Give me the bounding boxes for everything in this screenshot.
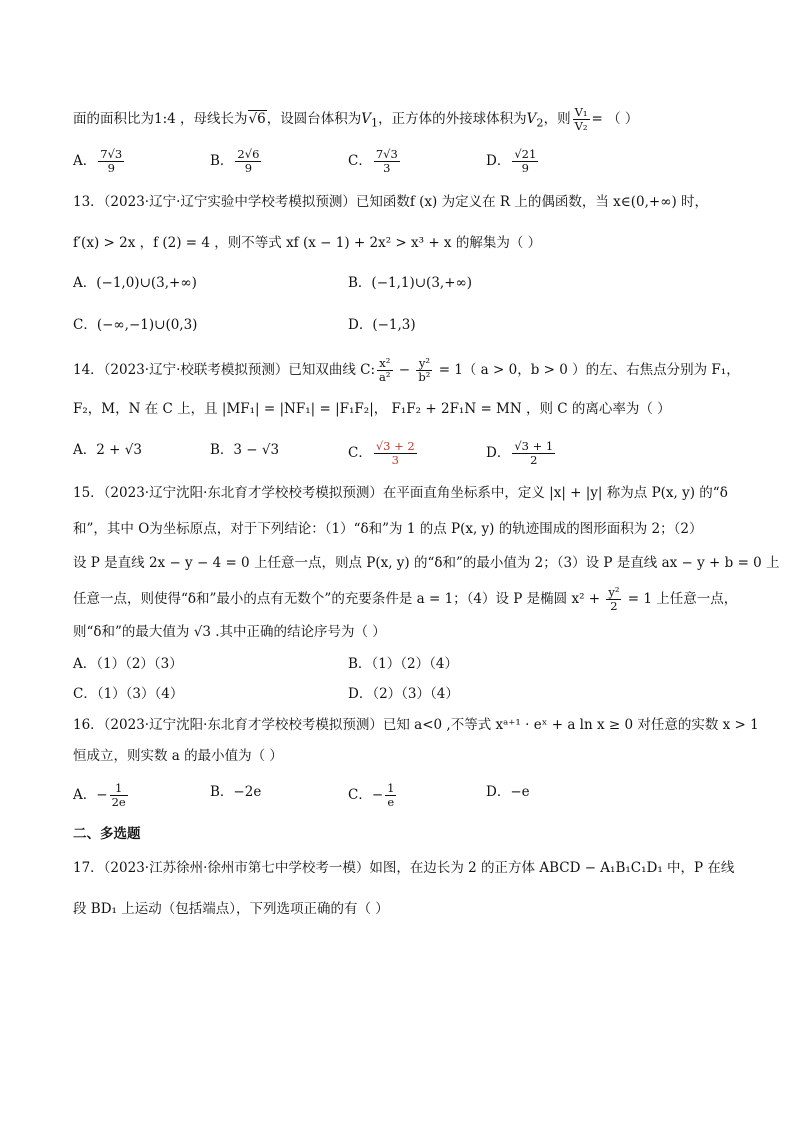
q15-option-d [348,684,459,704]
option-fraction [512,148,538,175]
q14-text: = 1（ a > 0，b > 0 ）的左、右焦点分别为 F₁， [434,362,740,378]
q13-option-c [73,315,197,335]
q13-option-a [73,273,197,293]
q12-v2: V [526,111,537,127]
fraction-numerator: 7√3 [375,147,398,161]
q12-option-c [348,148,402,175]
option-label: C． [348,787,372,803]
option-label: C． [348,153,372,169]
option-sign: − [96,787,108,803]
option-value: （1）（3）（4） [96,686,184,702]
q12-sqrt6: √6 [248,111,266,127]
option-label: B． [210,153,234,169]
option-fraction [512,440,555,467]
option-label: D． [348,686,373,702]
fraction-denominator: V₂ [574,119,588,133]
option-fraction [374,148,400,175]
q13-option-d [348,315,416,335]
q14-option-a [73,440,142,460]
option-label: A． [73,153,97,169]
option-fraction [98,148,124,175]
option-label: D． [348,317,373,333]
q13-option-b [348,273,472,293]
q16-option-b [210,782,261,802]
option-fraction [110,782,128,809]
fraction-denominator: 9 [107,161,115,175]
q15-stem-line5: 则“δ和”的最大值为 √3 .其中正确的结论序号为（ ） [73,624,386,640]
q14-text: − [394,362,415,378]
q15-stem-line3: 设 P 是直线 2x − y − 4 = 0 上任意一点，则点 P(x, y) 的“δ和”的最小值为 2；（3）设 P 是直线 ax − y + b = 0 上 [73,555,780,571]
q12-option-b [210,148,263,175]
option-fraction [235,148,261,175]
q12-text: ，则 [543,111,571,127]
q12-stem-tail [73,106,638,134]
q16-option-c [348,782,398,809]
q12-v1: V [361,111,371,127]
option-value: (−1,1)∪(3,+∞) [371,275,473,291]
q12-text: = （ ） [591,111,639,127]
q16-stem-line2: 恒成立，则实数 a 的最小值为（ ） [73,748,283,764]
option-label: B． [210,442,234,458]
fraction-denominator: 9 [244,161,253,175]
fraction-numerator: 1 [110,782,128,796]
q12-text: ，设圆台体积为 [266,111,362,127]
option-value: −e [510,784,530,800]
option-value: (−∞,−1)∪(0,3) [96,317,198,333]
q16-option-a [73,782,130,809]
q17-stem-line1: 17．（2023·江苏徐州·徐州市第七中学校考一模）如图，在边长为 2 的正方体 ABCD − A₁B₁C₁D₁ 中，P 在线 [73,860,735,876]
fraction-numerator: y² [608,585,620,599]
fraction-numerator: x² [377,357,392,371]
option-label: C． [348,445,372,461]
option-value: (−1,0)∪(3,+∞) [96,275,197,291]
q15-option-a [73,654,183,674]
q14-option-b [210,440,279,460]
q12-text: ，正方体的外接球体积为 [378,111,527,127]
fraction-numerator: √21 [514,147,537,161]
fraction-numerator: 1 [387,781,395,795]
q15-stem-line4 [73,586,737,613]
fraction-denominator: 3 [383,161,391,175]
q12-option-d [486,148,540,175]
q14-stem-line1 [73,357,740,384]
option-value: （2）（3）（4） [372,686,459,702]
option-value: −2e [233,784,262,800]
fraction-numerator: √3 + 1 [514,439,554,453]
option-label: B． [210,784,234,800]
option-fraction [374,440,417,467]
q12-ratio-fraction [573,106,590,133]
fraction-denominator: 9 [521,161,529,175]
q16-stem-line1: 16．（2023·辽宁沈阳·东北育才学校校考模拟预测）已知 a<0 ,不等式 xᵃ⁺¹ · eˣ + a ln x ≥ 0 对任意的实数 x > 1 [73,717,759,733]
q16-option-d [486,782,530,802]
q12-option-a [73,148,126,175]
option-value: 3 − √3 [233,442,280,458]
fraction-denominator: 2 [530,453,538,467]
option-label: B． [348,275,372,291]
fraction-numerator: V₁ [574,105,588,119]
fraction-denominator: e [387,795,395,809]
fraction-denominator: 2 [610,599,618,613]
option-label: D． [486,153,511,169]
option-label: B． [348,656,372,672]
q12-text: 面的面积比为1:4 ，母线长为 [73,111,248,127]
q14-fraction-x [377,357,392,384]
option-label: A． [73,442,97,458]
q13-stem-line1: 13．（2023·辽宁·辽宁实验中学校考模拟预测）已知函数f (x) 为定义在 R 上的偶函数，当 x∈(0,+∞) 时， [73,194,708,210]
fraction-numerator: 7√3 [100,147,123,161]
q17-stem-line2: 段 BD₁ 上运动（包括端点），下列选项正确的有（ ） [73,901,389,917]
q15-option-b [348,654,458,674]
option-label: D． [486,784,511,800]
fraction-numerator: 2√6 [237,147,260,161]
option-value: （1）（2）（4） [371,656,458,672]
option-label: A． [73,787,97,803]
fraction-numerator: y² [416,357,432,371]
fraction-denominator: 2e [111,795,126,809]
q15-fraction [606,586,621,613]
option-value: (−1,3) [372,317,416,333]
option-value: （1）（2）（3） [96,656,183,672]
option-value: 2 + √3 [96,442,142,458]
option-label: A． [73,275,97,291]
fraction-denominator: b² [418,370,431,384]
option-label: D． [486,445,511,461]
fraction-denominator: 3 [391,453,399,467]
q15-stem-line1: 15．（2023·辽宁沈阳·东北育才学校校考模拟预测）在平面直角坐标系中，定义 |x| + |y| 称为点 P(x, y) 的“δ [73,485,728,501]
q15-stem-line2: 和”，其中 O为坐标原点，对于下列结论：（1）“δ和”为 1 的点 P(x, y) 的轨迹围成的图形面积为 2；（2） [73,521,703,537]
q12-v2-sub: 2 [536,116,544,130]
option-sign: − [371,787,384,803]
section-title-multi-choice: 二、多选题 [73,826,141,842]
q14-stem-line2: F₂，M，N 在 C 上，且 |MF₁| = |NF₁| = |F₁F₂|， F₁F₂ + 2F₁N = MN ，则 C 的离心率为（ ） [73,401,671,417]
q14-text: 14．（2023·辽宁·校联考模拟预测）已知双曲线 C: [73,362,376,378]
option-fraction [385,782,396,809]
option-label: A． [73,656,97,672]
q14-option-d [486,440,557,467]
q14-option-c [348,440,419,467]
q12-v1-sub: 1 [370,116,379,130]
q15-text: 任意一点，则使得“δ和”最小的点有无数个”的充要条件是 a = 1；（4）设 P 是椭圆 x² + [73,591,605,607]
option-label: C． [73,317,97,333]
fraction-numerator: √3 + 2 [375,439,415,453]
q15-option-c [73,684,183,704]
q14-fraction-y [416,357,432,384]
q13-stem-line2: f′(x) > 2x ，f (2) = 4 ，则不等式 xf (x − 1) + 2x² > x³ + x 的解集为（ ） [73,235,542,251]
fraction-denominator: a² [379,370,391,384]
option-label: C． [73,686,97,702]
q15-text: = 1 上任意一点， [623,591,738,607]
